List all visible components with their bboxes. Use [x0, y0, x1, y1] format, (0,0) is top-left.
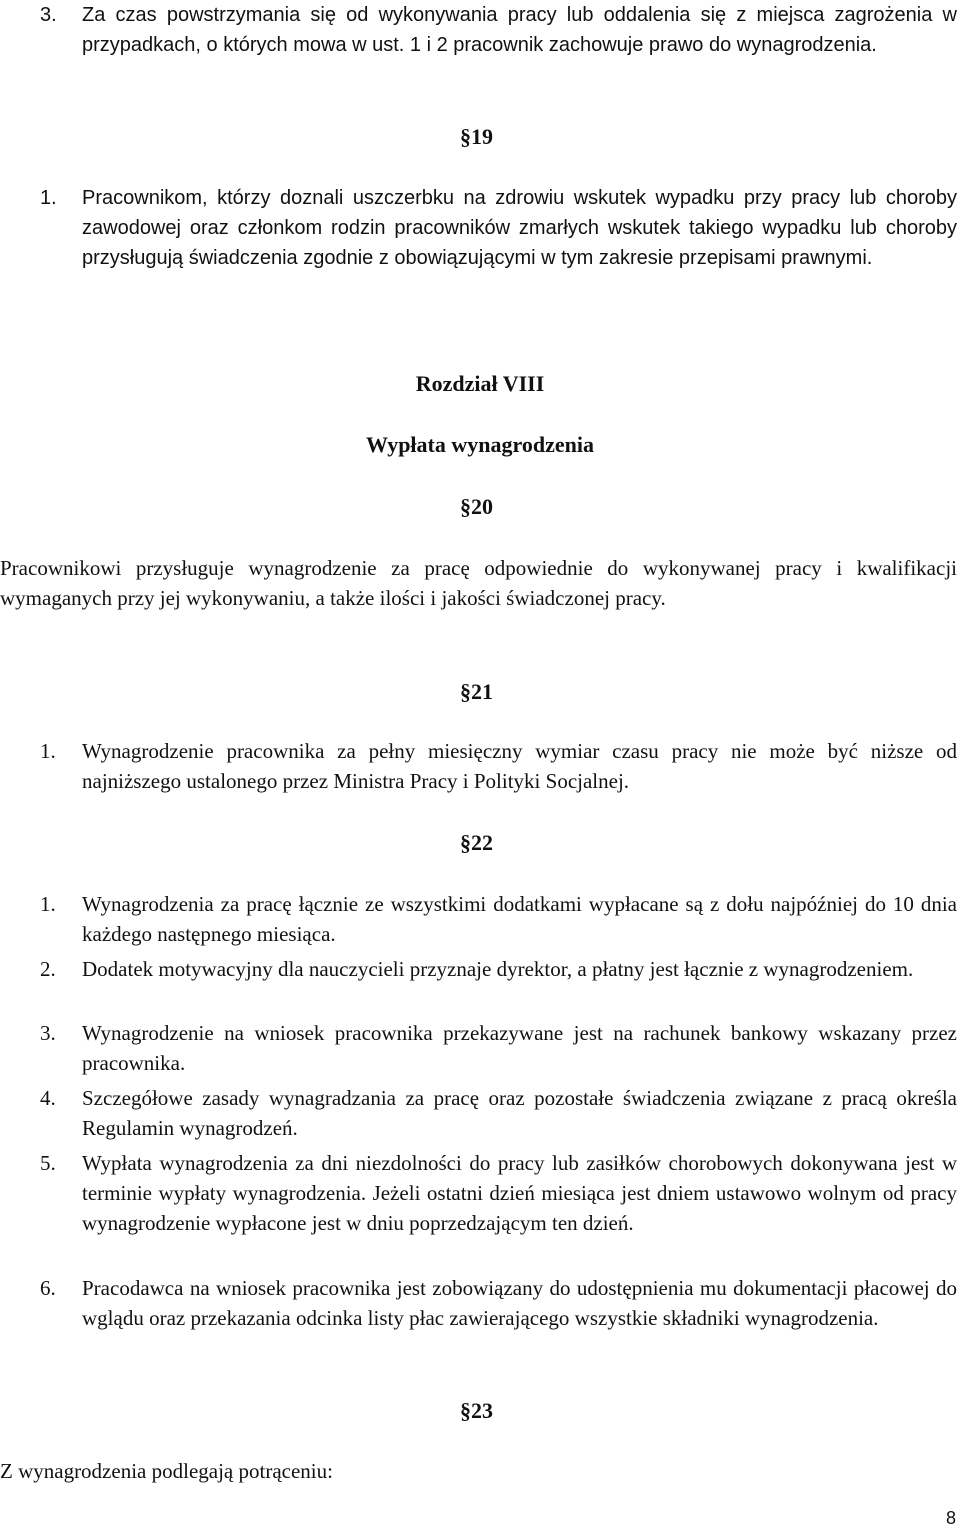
section-number: 22 — [471, 830, 493, 855]
list-item-text: Wypłata wynagrodzenia za dni niezdolności do pracy lub zasiłków chorobowych dokonywana jest w terminie wypłaty wynagrodzenia. Jeżeli ostatni dzień miesiąca jest dniem ustawowo wolnym od pracy wynagrodzenie wypłacone jest w dniu poprzedzającym ten dzień. — [82, 1151, 957, 1235]
list-item-number: 1. — [40, 187, 57, 209]
paragraph-23: Z wynagrodzenia podlegają potrąceniu: — [0, 1459, 333, 1483]
list-item-text: Pracownikom, którzy doznali uszczerbku na zdrowiu wskutek wypadku przy pracy lub choroby zawodowej oraz członkom rodzin pracowników zmarłych wskutek takiego wypadku lub choroby przysługują świadczenia zgodnie z obowiązującymi w tym zakresie przepisami prawnymi. — [82, 187, 957, 269]
list-item-text: Wynagrodzenie pracownika za pełny miesięczny wymiar czasu pracy nie może być niższe od najniższego ustalonego przez Ministra Pracy i Polityki Socjalnej. — [82, 739, 957, 793]
list-item-number: 2. — [40, 957, 56, 981]
section-heading-20 — [460, 492, 493, 522]
section-number: 21 — [471, 679, 493, 704]
section-number: 23 — [471, 1398, 493, 1423]
list-item-text: Wynagrodzenie na wniosek pracownika przekazywane jest na rachunek bankowy wskazany przez pracownika. — [82, 1021, 957, 1075]
list-item-text: Pracodawca na wniosek pracownika jest zobowiązany do udostępnienia mu dokumentacji płacowej do wglądu oraz przekazania odcinka listy płac zawierającego wszystkie składniki wynagrodzenia. — [82, 1276, 957, 1330]
list-item-text: Za czas powstrzymania się od wykonywania pracy lub oddalenia się z miejsca zagrożenia w przypadkach, o których mowa w ust. 1 i 2 pracownik zachowuje prawo do wynagrodzenia. — [82, 4, 957, 56]
section-mark: § — [460, 679, 471, 704]
section-mark: § — [460, 494, 471, 519]
list-item — [0, 889, 957, 949]
page-number: 8 — [945, 1508, 956, 1528]
list-item-number: 5. — [40, 1151, 56, 1175]
list-item-number: 6. — [40, 1276, 56, 1300]
section-number: 20 — [471, 494, 493, 519]
list-item — [0, 1148, 957, 1238]
list-item-number: 1. — [40, 892, 56, 916]
list-item — [0, 1273, 957, 1333]
section-heading-19 — [460, 122, 493, 152]
list-item — [0, 1083, 957, 1143]
section-heading-22 — [460, 828, 493, 858]
list-item-number: 3. — [40, 4, 57, 26]
list-item — [0, 1018, 957, 1078]
list-item-text: Wynagrodzenia za pracę łącznie ze wszystkimi dodatkami wypłacane są z dołu najpóźniej do 10 dnia każdego następnego miesiąca. — [82, 892, 957, 946]
chapter-title: Wypłata wynagrodzenia — [366, 432, 594, 457]
section-heading-23 — [460, 1396, 493, 1426]
section-mark: § — [460, 1398, 471, 1423]
section-mark: § — [460, 830, 471, 855]
list-item — [0, 183, 957, 273]
list-item-number: 1. — [40, 739, 56, 763]
list-item — [0, 0, 957, 60]
list-item-text: Dodatek motywacyjny dla nauczycieli przyznaje dyrektor, a płatny jest łącznie z wynagrodzeniem. — [82, 957, 914, 981]
list-item-text: Szczegółowe zasady wynagradzania za pracę oraz pozostałe świadczenia związane z pracą określa Regulamin wynagrodzeń. — [82, 1086, 957, 1140]
list-item — [0, 954, 957, 984]
section-number: 19 — [471, 124, 493, 149]
section-heading-21 — [460, 677, 493, 707]
chapter-label: Rozdział VIII — [415, 371, 545, 396]
paragraph-20: Pracownikowi przysługuje wynagrodzenie za pracę odpowiednie do wykonywanej pracy i kwalifikacji wymaganych przy jej wykonywaniu, a także ilości i jakości świadczonej pracy. — [0, 556, 957, 610]
list-item-number: 4. — [40, 1086, 56, 1110]
section-mark: § — [460, 124, 471, 149]
list-item — [0, 736, 957, 796]
list-item-number: 3. — [40, 1021, 56, 1045]
